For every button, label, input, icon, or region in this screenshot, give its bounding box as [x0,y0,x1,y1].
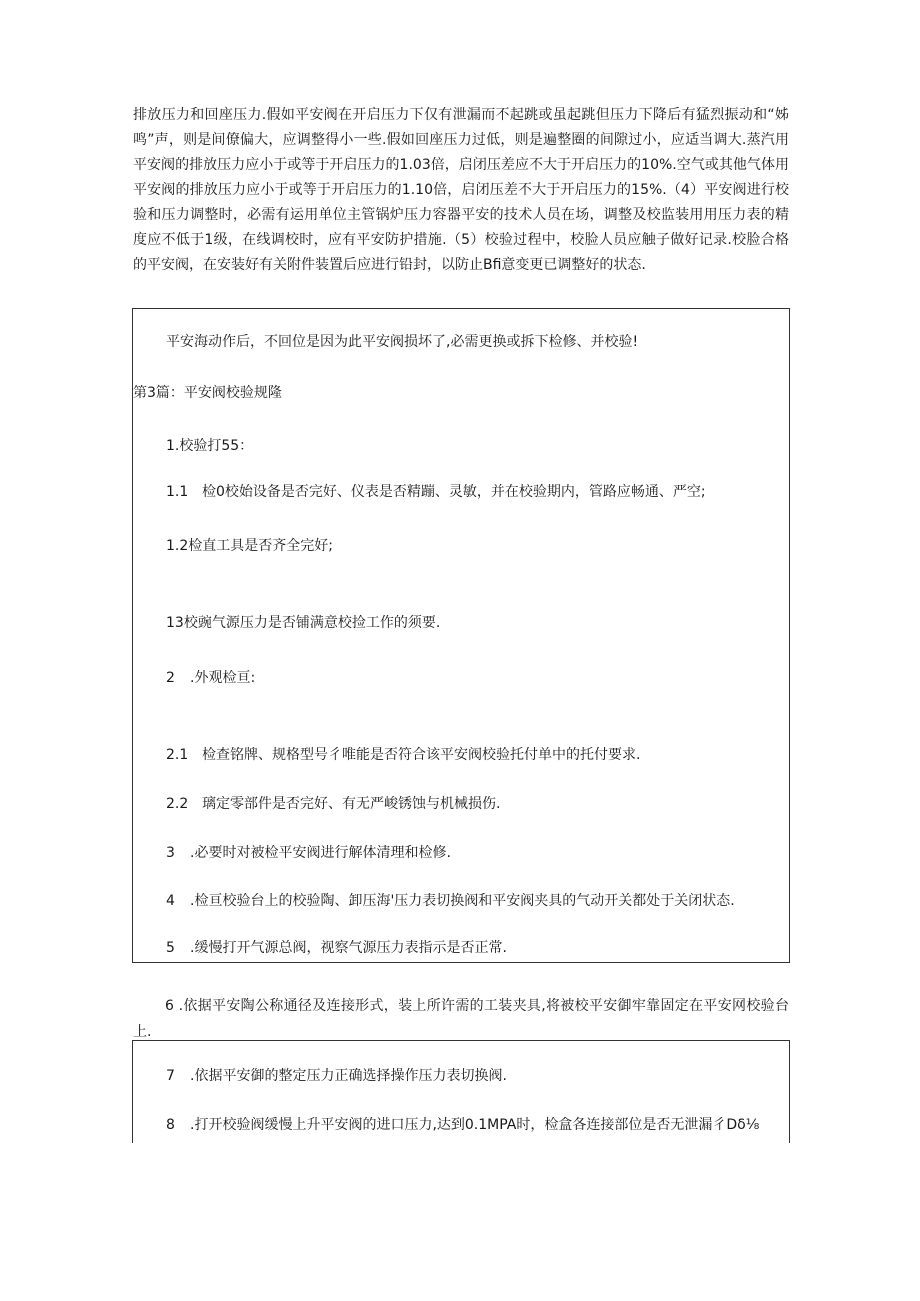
step-8-text: .打开校验阀缓慢上升平安阀的进口压力,达到0.1MPA时，检盒各连接部位是否无泄漏彳Dδ⅛ [190,1117,760,1133]
step-1-3: 13校豌气源压力是否铺满意校捡工作的须要. [166,615,441,631]
step-7-number: 7 [166,1068,175,1084]
step-8 [166,1116,759,1134]
step-2-2-number: 2.2 [166,796,189,812]
step-2-text: .外观检亘: [190,670,256,686]
step-3-number: 3 [166,845,175,861]
step-4-number: 4 [166,893,175,909]
step-5-number: 5 [166,940,175,956]
step-2 [166,669,255,687]
step-7 [166,1067,507,1085]
step-2-1-text: 检查铭牌、规格型号彳唯能是否符合该平安阀校验托付单中的托付要求. [202,747,641,763]
step-2-1 [166,746,640,764]
step-5-text: .缓慢打开气源总阀，视察气源压力表指示是否正常. [190,940,507,956]
step-3 [166,844,451,862]
step-1-2: 1.2检直工具是否齐全完好; [166,538,333,554]
step-2-1-number: 2.1 [166,747,189,763]
step-4-text: .检亘校验台上的校验陶、卸压海'压力表切换阀和平安阀夹具的气动开关都处于关闭状态. [190,893,735,909]
intro-paragraph: 排放压力和回座压力.假如平安阀在开启压力下仅有泄漏而不起跳或虽起跳但压力下降后有猛烈振动和“姊鸣”声，则是间僚偏大，应调整得小一些.假如回座压力过低，则是遍整圈的间隙过小，应适当调大.蒸汽用平安阀的排放压力应小于或等于开启压力的1.03倍，启闭压差应不大于开启压力的10%.空气或其他气体用平安阀的排放压力应小于或等于开启压力的1.10倍，启闭压差不大于开启压力的15%.（4）平安阀进行校验和压力调整时，必需有运用单位主管锅炉压力容器平安的技术人员在场，调整及校监装用用压力表的精度应不低于1级，在线调校时，应有平安防护措施.（5）校验过程中，校脸人员应触子做好记录.校脸合格的平安阀，在安装好有关附件装置后应进行铅封，以防止Bfi意变更已调整好的状态. [133,107,789,273]
bordered-box-2 [132,1040,790,1143]
step-3-text: .必要时对被检平安阀进行解体清理和检修. [190,845,451,861]
step-4 [166,892,735,910]
step-5 [166,939,507,957]
step-1-1-text: 检0校始设备是否完好、仪表是否精蹦、灵敏，并在校验期内，管路应畅通、严空; [202,484,706,500]
step-1-1 [166,483,706,501]
step-1: 1.校验打55： [166,438,254,454]
step-6: 6 .依据平安陶公称通径及连接形式，装上所许需的工装夹具,将被校平安御牢靠固定在平安网校验台上. [133,998,789,1040]
step-2-2 [166,795,500,813]
step-2-2-text: 璃定零部件是否完好、有无严峻锈蚀与机械损伤. [202,796,501,812]
step-1-1-number: 1.1 [166,484,189,500]
bordered-box-1 [132,308,790,963]
step-8-number: 8 [166,1117,175,1133]
step-7-text: .依据平安御的整定压力正确选择操作压力表切换阀. [190,1068,507,1084]
valve-note: 平安海动作后，不回位是因为此平安阀损坏了,必需更换或拆下检修、并校验! [166,334,639,350]
section-heading: 第3篇：平安阀校验规隆 [133,385,282,401]
step-2-number: 2 [166,670,175,686]
